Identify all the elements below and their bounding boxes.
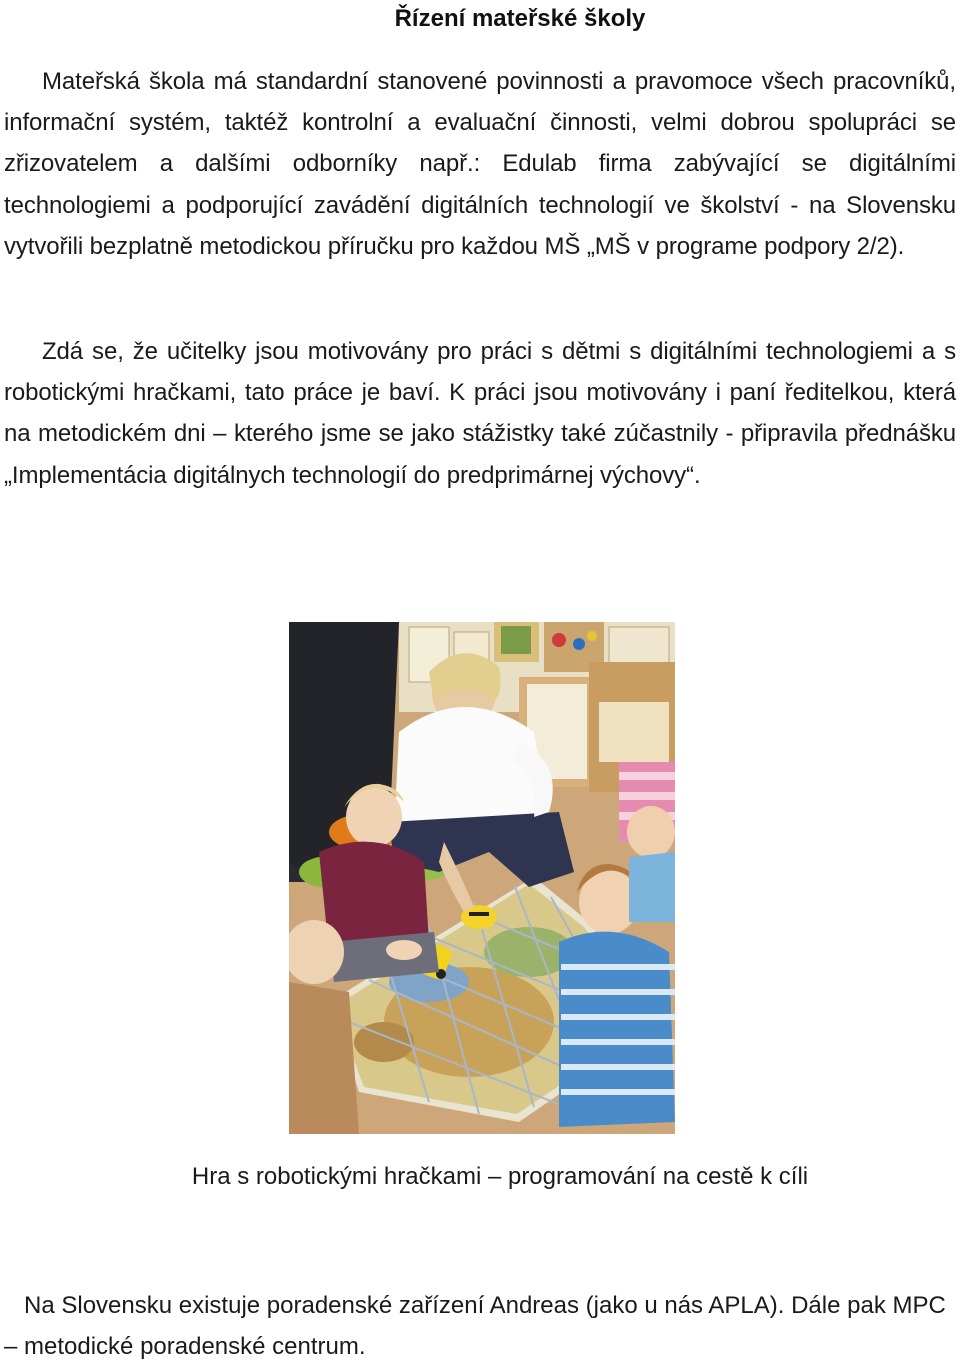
photo-caption: Hra s robotickými hračkami – programování na cestě k cíli [191, 1163, 809, 1190]
paragraph-motivation: Zdá se, že učitelky jsou motivovány pro práci s dětmi s digitálními technologiemi a s robotickými hračkami, tato práce je baví. K práci jsou motivovány i paní ředitelkou, která na metodickém dni – kterého jsme se jako stážistky také zúčastnily - připravila přednášku „Implementácia digitálnych technologií do predprimárnej výchovy“. [4, 338, 956, 489]
classroom-robot-toys-photo [289, 622, 675, 1134]
paragraph-management: Mateřská škola má standardní stanovené povinnosti a pravomoce všech pracovníků, informační systém, taktéž kontrolní a evaluační činnosti, velmi dobrou spolupráci se zřizovatelem a dalšími odborníky např.: Edulab firma zabývající se digitálními technologiemi a podporující zavádění digitálních technologií ve školství - na Slovensku vytvořili bezplatně metodickou příručku pro každou MŠ „MŠ v programe podpory 2/2). [4, 68, 956, 260]
page-title: Řízení mateřské školy [394, 5, 646, 32]
paragraph-counseling: Na Slovensku existuje poradenské zařízení Andreas (jako u nás APLA). Dále pak MPC – metodické poradenské centrum. [4, 1292, 946, 1360]
